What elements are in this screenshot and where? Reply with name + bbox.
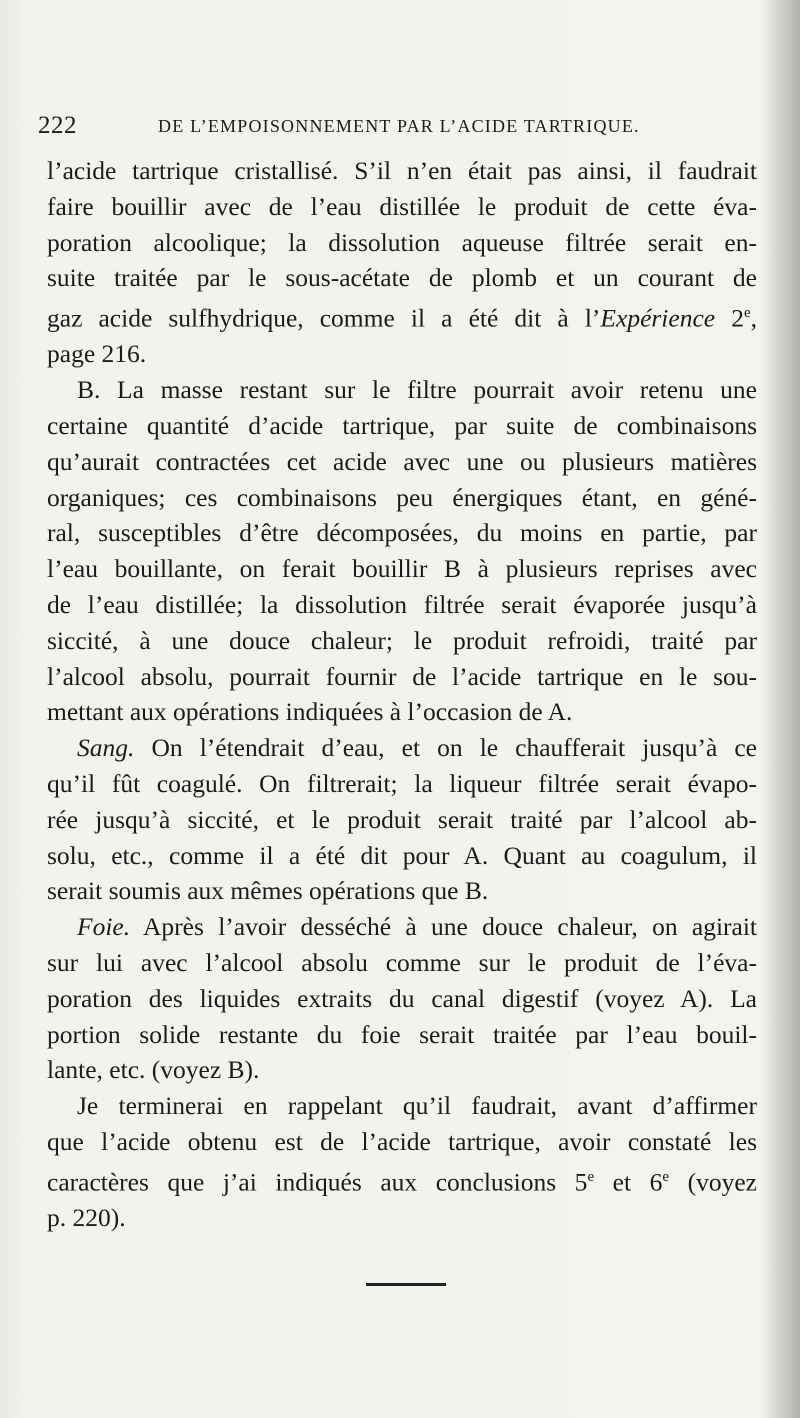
text-line: p. 220). bbox=[47, 1203, 126, 1233]
page-header bbox=[38, 112, 762, 146]
paragraph-start: Je terminerai en rappelant qu’il faudrait, avant d’affirmer bbox=[77, 1091, 757, 1121]
text-line: poration des liquides extraits du canal digestif (voyez A). La bbox=[47, 983, 757, 1013]
text-line bbox=[47, 1160, 757, 1200]
text-line: certaine quantité d’acide tartrique, par suite de combinaisons bbox=[47, 411, 757, 441]
text-segment: 2 bbox=[715, 303, 744, 333]
paragraph-start: B. La masse restant sur le filtre pourrait avoir retenu une bbox=[77, 375, 757, 405]
paragraph-start bbox=[47, 730, 757, 766]
paragraph-start bbox=[47, 909, 757, 945]
running-head: DE L’EMPOISONNEMENT PAR L’ACIDE TARTRIQUE. bbox=[158, 116, 640, 136]
italic-reference: Expérience bbox=[600, 303, 716, 333]
text-segment: On l’étendrait d’eau, et on le chaufferait jusqu’à ce bbox=[151, 733, 757, 763]
text-line: l’alcool absolu, pourrait fournir de l’acide tartrique en le sou- bbox=[47, 661, 757, 691]
superscript: e bbox=[662, 1168, 670, 1185]
superscript: e bbox=[743, 305, 751, 322]
text-segment: et 6 bbox=[594, 1167, 663, 1197]
text-line: organiques; ces combinaisons peu énergiques étant, en géné- bbox=[47, 482, 757, 512]
italic-heading-sang: Sang. bbox=[77, 733, 135, 763]
text-line: solu, etc., comme il a été dit pour A. Quant au coagulum, il bbox=[47, 840, 757, 870]
section-end-rule bbox=[366, 1283, 446, 1286]
italic-heading-foie: Foie. bbox=[77, 912, 131, 942]
text-line: suite traitée par le sous-acétate de plomb et un courant de bbox=[47, 263, 757, 293]
text-line bbox=[47, 296, 757, 336]
text-line: de l’eau distillée; la dissolution filtrée serait évaporée jusqu’à bbox=[47, 590, 757, 620]
text-line: mettant aux opérations indiquées à l’occasion de A. bbox=[47, 697, 573, 727]
text-line: qu’aurait contractées cet acide avec une ou plusieurs matières bbox=[47, 446, 757, 476]
text-line: qu’il fût coagulé. On filtrerait; la liqueur filtrée serait évapo- bbox=[47, 769, 757, 799]
text-segment: gaz acide sulfhydrique, comme il a été dit à l’ bbox=[47, 303, 601, 333]
text-segment: caractères que j’ai indiqués aux conclusions 5 bbox=[47, 1167, 588, 1197]
page-number: 222 bbox=[38, 112, 77, 139]
text-line: l’acide tartrique cristallisé. S’il n’en était pas ainsi, il faudrait bbox=[47, 156, 757, 185]
text-line: page 216. bbox=[47, 339, 147, 369]
text-line: faire bouillir avec de l’eau distillée le produit de cette éva- bbox=[47, 191, 757, 221]
text-line: portion solide restante du foie serait traitée par l’eau bouil- bbox=[47, 1019, 757, 1049]
text-line: sur lui avec l’alcool absolu comme sur le produit de l’éva- bbox=[47, 948, 757, 978]
text-line: rée jusqu’à siccité, et le produit serait traité par l’alcool ab- bbox=[47, 804, 757, 834]
superscript: e bbox=[587, 1168, 595, 1185]
text-line: siccité, à une douce chaleur; le produit refroidi, traité par bbox=[47, 625, 757, 655]
page-body bbox=[47, 153, 757, 1236]
text-line: que l’acide obtenu est de l’acide tartrique, avoir constaté les bbox=[47, 1127, 757, 1157]
text-segment: (voyez bbox=[669, 1167, 757, 1197]
text-line: serait soumis aux mêmes opérations que B. bbox=[47, 876, 489, 906]
text-line: ral, susceptibles d’être décomposées, du moins en partie, par bbox=[47, 518, 757, 548]
text-line: poration alcoolique; la dissolution aqueuse filtrée serait en- bbox=[47, 227, 757, 257]
text-segment: , bbox=[750, 303, 758, 333]
page-gutter-shadow bbox=[762, 0, 800, 1418]
text-line: lante, etc. (voyez B). bbox=[47, 1055, 260, 1085]
text-line: l’eau bouillante, on ferait bouillir B à plusieurs reprises avec bbox=[47, 554, 757, 584]
text-segment: Après l’avoir desséché à une douce chaleur, on agirait bbox=[143, 912, 758, 942]
